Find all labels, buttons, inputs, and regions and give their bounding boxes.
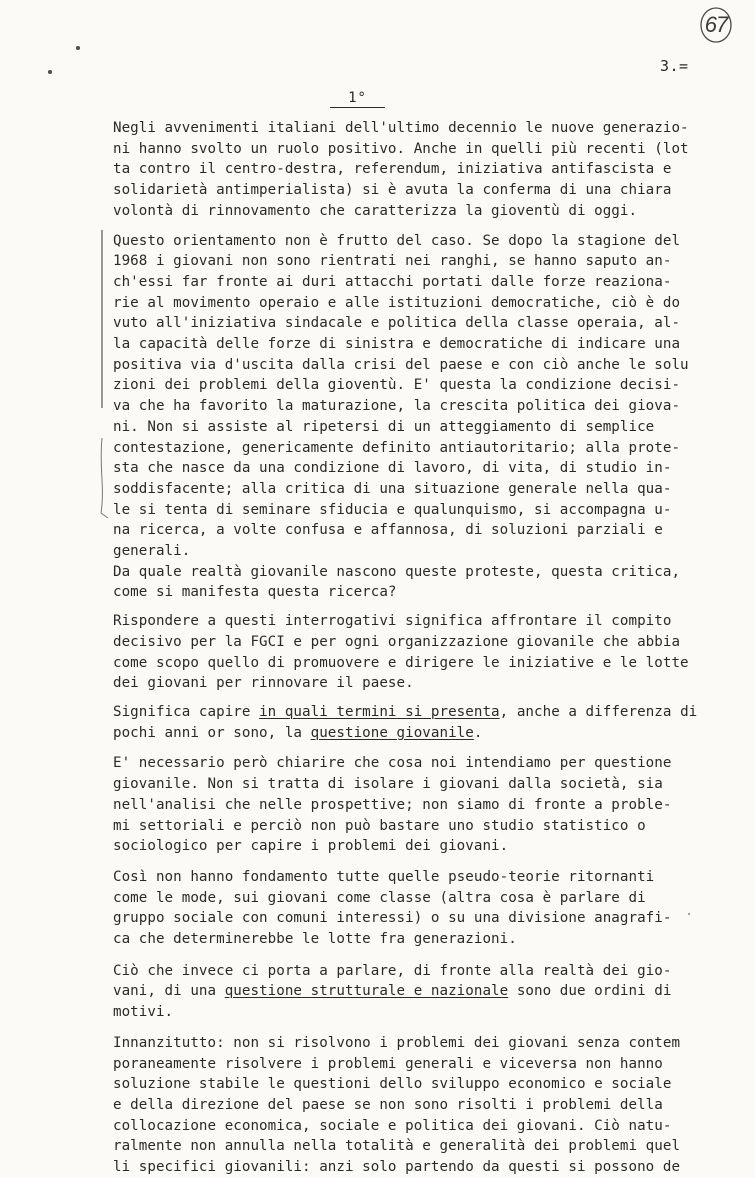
underlined-phrase: questione strutturale e nazionale (224, 983, 509, 1000)
text-line: collocazione economica, sociale e politica dei giovani. Ciò natu- (113, 1117, 672, 1134)
text-line (113, 961, 738, 982)
text-line: positiva via d'uscita dalla crisi del paese e con ciò anche le solu (113, 356, 689, 373)
text-line: E' necessario però chiarire che cosa noi intendiamo per questione (113, 755, 672, 772)
underlined-phrase: in quali termini si presenta (259, 703, 500, 720)
text-line: come scopo quello di promuovere e dirigere le iniziative e le lotte (113, 654, 689, 671)
text-line: come si manifesta questa ricerca? (113, 584, 397, 601)
paragraph-8 (113, 1033, 738, 1178)
text-line: ca che determinerebbe le lotte fra generazioni. (113, 931, 517, 948)
page-number: 3.= (660, 57, 689, 75)
text-line: solidarietà antimperialista) si è avuta la conferma di una chiara (113, 182, 672, 199)
text-line: Da quale realtà giovanile nascono queste proteste, questa critica, (113, 563, 681, 580)
text-line: Rispondere a questi interrogativi significa affrontare il compito (113, 613, 672, 630)
text-line: volontà di rinnovamento che caratterizza la gioventù di oggi. (113, 202, 638, 219)
text-line: rie al movimento operaio e alle istituzioni democratiche, ciò è do (113, 294, 681, 311)
text-line: sta che nasce da una condizione di lavoro, di vita, di studio in- (113, 460, 672, 477)
text-line: soddisfacente; alla critica di una situazione generale nella qua- (113, 480, 672, 497)
text-line: e della direzione del paese se non sono risolti i problemi della (113, 1096, 663, 1113)
text-line: va che ha favorito la maturazione, la crescita politica dei giova- (113, 398, 681, 415)
paragraph-5 (113, 753, 738, 857)
text-line: vuto all'iniziativa sindacale e politica della classe operaia, al- (113, 315, 681, 332)
text-line: ralmente non annulla nella totalità e generalità dei problemi quel (113, 1138, 681, 1155)
text-line: soluzione stabile le questioni dello sviluppo economico e sociale (113, 1076, 672, 1093)
text-line: poraneamente risolvere i problemi generali e viceversa non hanno (113, 1055, 663, 1072)
text-segment: sono due ordini di (508, 983, 672, 1000)
text-line: Innanzitutto: non si risolvono i problemi dei giovani senza contem (113, 1034, 681, 1051)
text-line: 1968 i giovani non sono rientrati nei ranghi, se hanno saputo an- (113, 253, 672, 270)
text-line: come le mode, sui giovani come classe (altra cosa è parlare di (113, 889, 646, 906)
text-line: decisivo per la FGCI e per ogni organizzazione giovanile che abbia (113, 633, 681, 650)
document-body (113, 118, 738, 1178)
text-segment: Significa capire (113, 703, 260, 720)
text-line: sociologico per capire i problemi dei giovani. (113, 838, 509, 855)
paragraph-4 (113, 702, 738, 743)
paragraph-7 (113, 961, 738, 1023)
ink-speck (76, 46, 80, 50)
text-line: zioni dei problemi della gioventù. E' questa la condizione decisi- (113, 377, 681, 394)
text-line: Negli avvenimenti italiani dell'ultimo decennio le nuove generazio- (113, 120, 689, 136)
text-line: Questo orientamento non è frutto del caso. Se dopo la stagione del (113, 232, 681, 249)
paragraph-1 (113, 118, 738, 222)
text-line: ch'essi far fronte ai duri attacchi portati dalle forze reaziona- (113, 273, 672, 290)
text-line: gruppo sociale con comuni interessi) o su una divisione anagrafi- (113, 910, 672, 927)
text-line: ni hanno svolto un ruolo positivo. Anche in quelli più recenti (lot (113, 140, 689, 157)
text-line: mi settoriali e perciò non può bastare uno studio statistico o (113, 817, 646, 834)
text-line (113, 702, 738, 723)
text-line: generali. (113, 543, 191, 560)
text-line (113, 723, 738, 744)
paragraph-3 (113, 611, 738, 694)
paragraph-6 (113, 867, 738, 950)
text-line: le si tenta di seminare sfiducia e qualunquismo, si accompagna u- (113, 501, 672, 518)
underlined-phrase: questione giovanile (310, 724, 474, 741)
text-line: ta contro il centro-destra, referendum, iniziativa antifascista e (113, 161, 672, 178)
text-line: dei giovani per rinnovare il paese. (113, 675, 414, 692)
margin-bracket-mark (96, 228, 114, 518)
paragraph-2 (113, 231, 738, 604)
text-line: ni. Non si assiste al ripetersi di un atteggiamento di semplice (113, 418, 655, 435)
text-segment: Ciò che invece ci porta a parlare, di fronte alla realtà dei gio- (113, 962, 672, 979)
text-segment: motivi. (113, 1004, 174, 1021)
section-heading: 1° (330, 89, 385, 108)
text-line: nell'analisi che nelle prospettive; non siamo di fronte a proble- (113, 796, 672, 813)
text-segment: pochi anni or sono, la (113, 724, 311, 741)
ink-speck (48, 70, 52, 74)
text-line: giovanile. Non si tratta di isolare i giovani dalla società, sia (113, 776, 663, 793)
text-line: na ricerca, a volte confusa e affannosa, di soluzioni parziali e (113, 522, 663, 539)
text-line: contestazione, genericamente definito antiautoritario; alla prote- (113, 439, 681, 456)
text-segment: . (473, 724, 483, 741)
text-line: li specifici giovanili: anzi solo partendo da questi si possono de (113, 1159, 681, 1176)
text-segment: , anche a differenza di (499, 703, 698, 720)
text-segment: vani, di una (113, 983, 225, 1000)
text-line (113, 981, 738, 1002)
archive-number-stamp (699, 6, 733, 44)
text-line: Così non hanno fondamento tutte quelle pseudo-teorie ritornanti (113, 868, 655, 885)
archive-number-text: 67 (704, 12, 728, 37)
text-line (113, 1002, 738, 1023)
text-line: la capacità delle forze di sinistra e democratiche di indicare una (113, 336, 681, 353)
